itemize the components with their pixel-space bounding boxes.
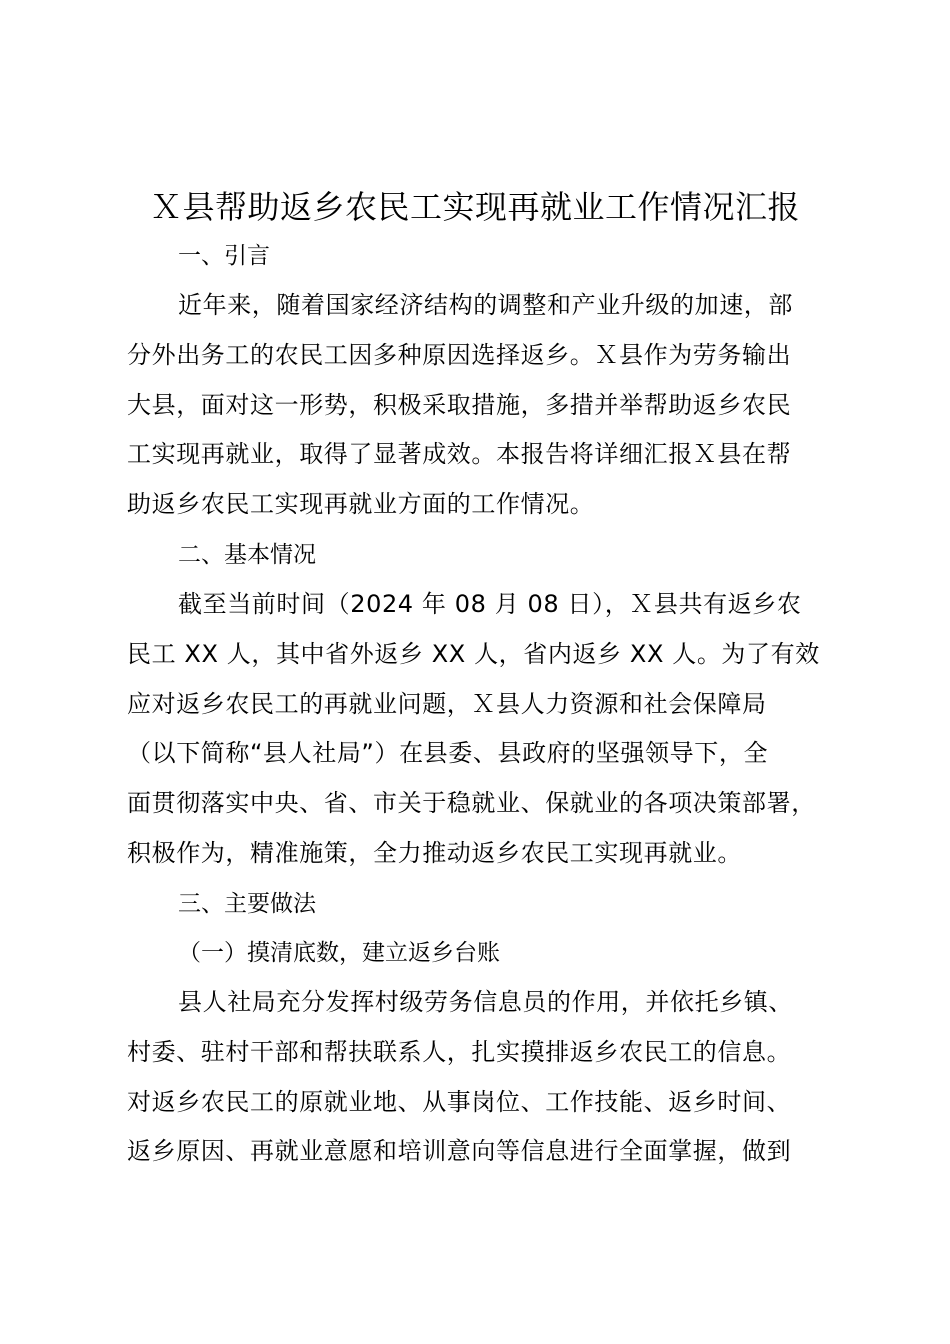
- document-title: Ｘ县帮助返乡农民工实现再就业工作情况汇报: [149, 188, 800, 226]
- paragraph-line: 应对返乡农民工的再就业问题，Ｘ县人力资源和社会保障局: [127, 690, 767, 718]
- paragraph-line: 大县，面对这一形势，积极采取措施，多措并举帮助返乡农民: [127, 391, 792, 419]
- paragraph-line: 积极作为，精准施策，全力推动返乡农民工实现再就业。: [127, 839, 742, 867]
- paragraph-line: 民工 XX 人，其中省外返乡 XX 人，省内返乡 XX 人。为了有效: [127, 640, 820, 668]
- paragraph-line: 对返乡农民工的原就业地、从事岗位、工作技能、返乡时间、: [127, 1088, 792, 1116]
- section-heading-methods: 三、主要做法: [178, 891, 316, 917]
- paragraph-line: 县人社局充分发挥村级劳务信息员的作用，并依托乡镇、: [178, 988, 793, 1016]
- subsection-heading: （一）摸清底数，建立返乡台账: [178, 940, 500, 966]
- paragraph-line: （以下简称“县人社局”）在县委、县政府的坚强领导下，全: [127, 739, 769, 767]
- section-heading-intro: 一、引言: [178, 243, 270, 269]
- paragraph-line: 助返乡农民工实现再就业方面的工作情况。: [127, 490, 595, 518]
- paragraph-line: 返乡原因、再就业意愿和培训意向等信息进行全面掌握，做到: [127, 1137, 792, 1165]
- paragraph-line: 截至当前时间（2024 年 08 月 08 日），Ｘ县共有返乡农: [178, 590, 802, 618]
- paragraph-line: 分外出务工的农民工因多种原因选择返乡。Ｘ县作为劳务输出: [127, 341, 792, 369]
- section-heading-basic: 二、基本情况: [178, 542, 316, 568]
- paragraph-line: 工实现再就业，取得了显著成效。本报告将详细汇报Ｘ县在帮: [127, 440, 792, 468]
- paragraph-line: 村委、驻村干部和帮扶联系人，扎实摸排返乡农民工的信息。: [127, 1038, 792, 1066]
- paragraph-line: 近年来，随着国家经济结构的调整和产业升级的加速，部: [178, 291, 793, 319]
- paragraph-line: 面贯彻落实中央、省、市关于稳就业、保就业的各项决策部署，: [127, 789, 816, 817]
